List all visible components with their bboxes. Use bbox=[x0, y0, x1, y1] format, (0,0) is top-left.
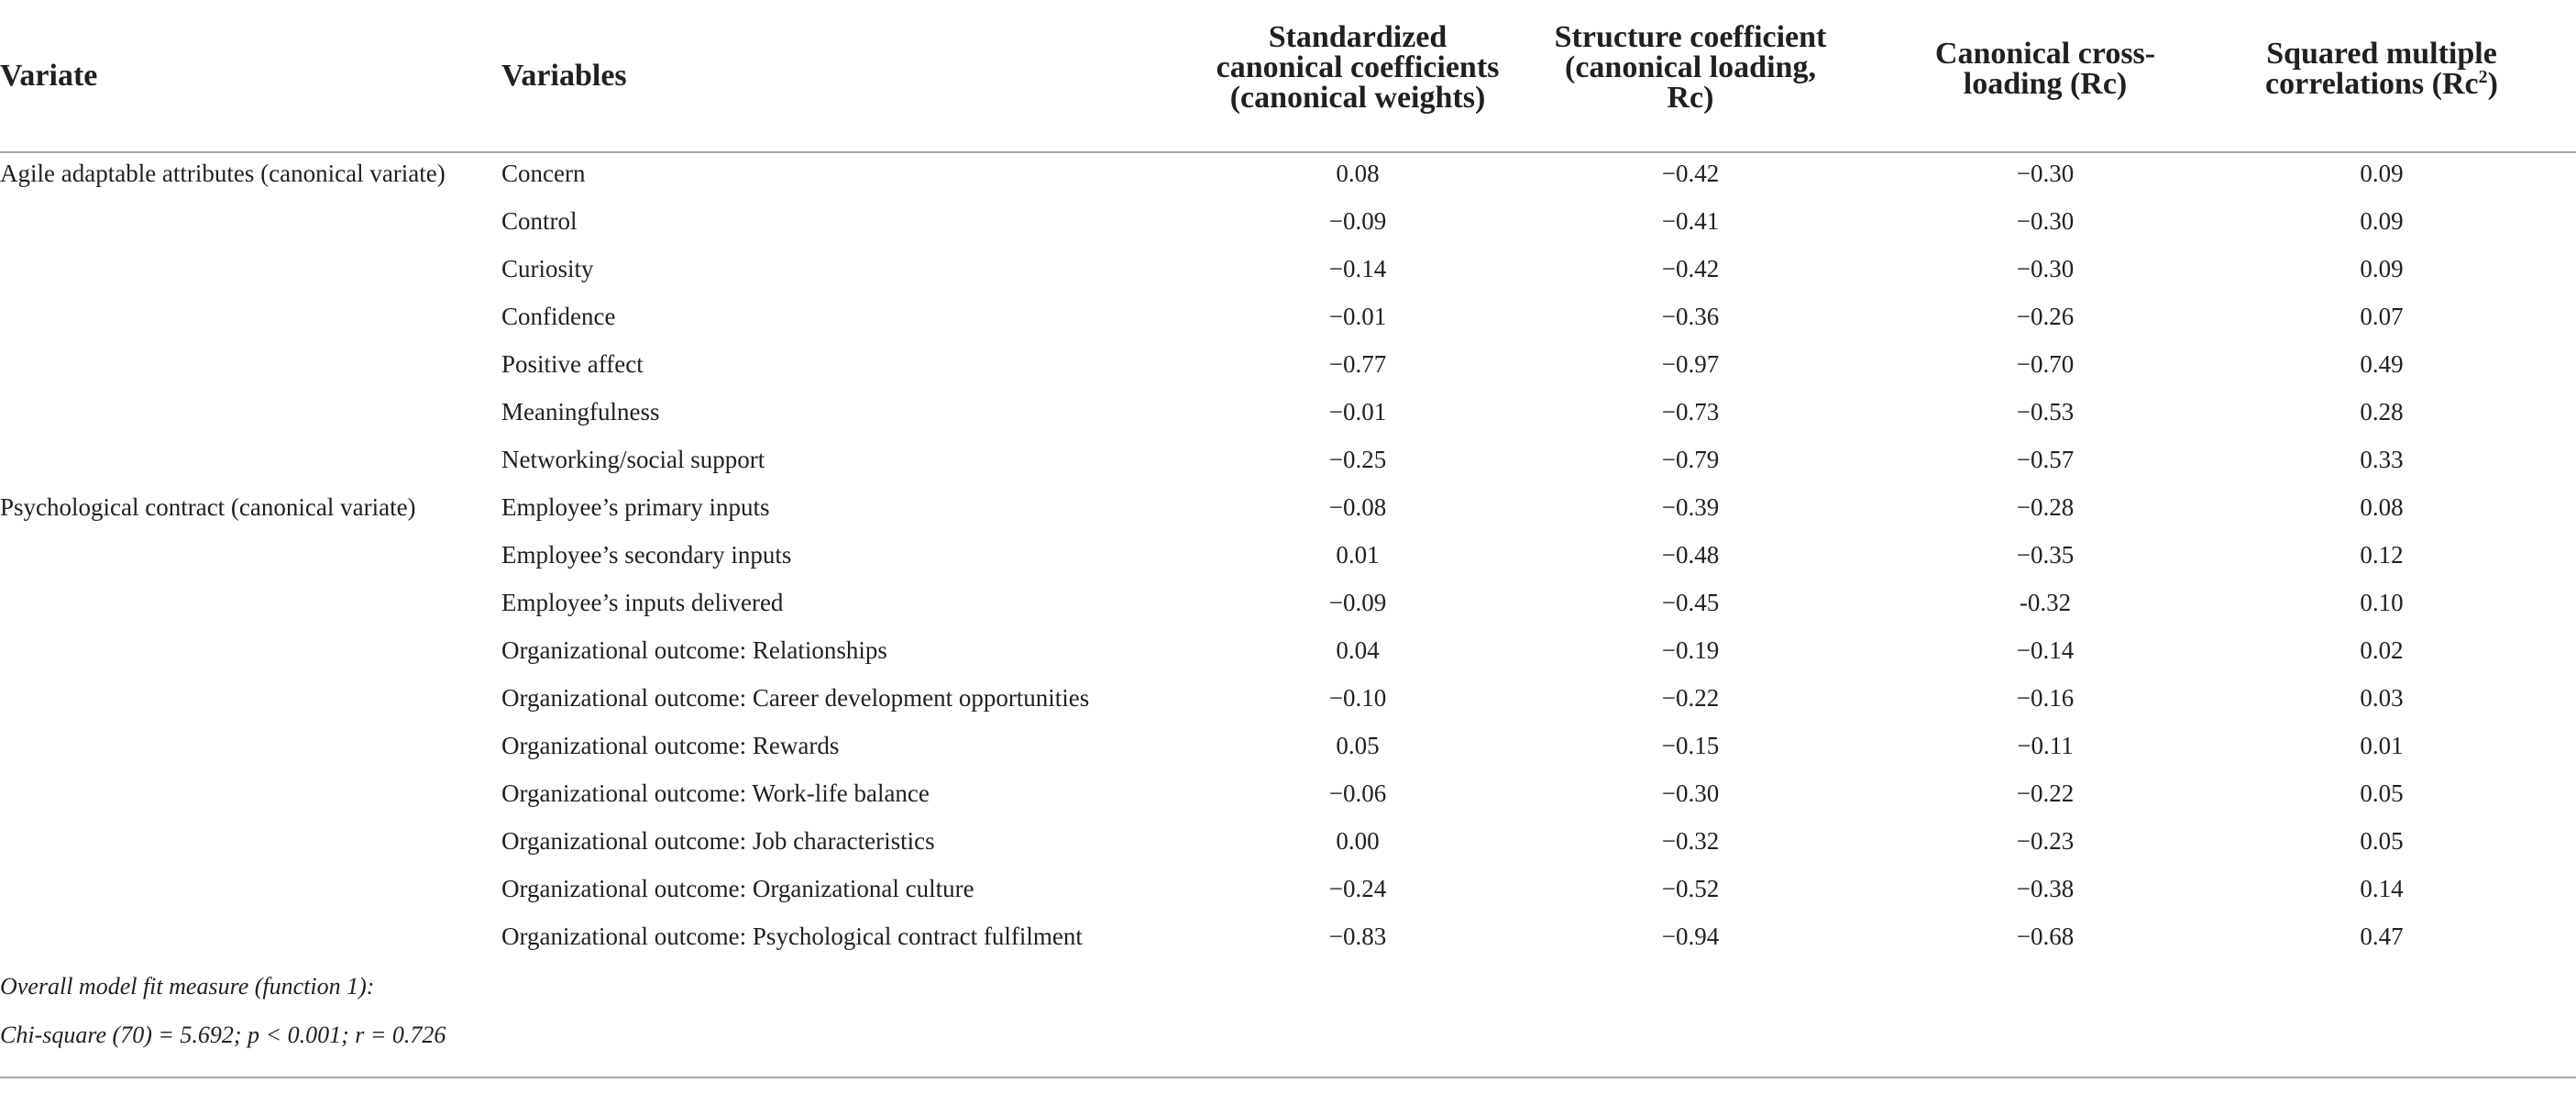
cell-variable: Organizational outcome: Organizational culture bbox=[501, 875, 974, 902]
cell-standardized: −0.25 bbox=[1328, 446, 1387, 473]
cell-structure: −0.19 bbox=[1661, 636, 1720, 664]
cell-variable: Employee’s primary inputs bbox=[501, 493, 770, 521]
cell-variable: Employee’s secondary inputs bbox=[501, 541, 792, 569]
cell-cross-loading: −0.68 bbox=[2016, 923, 2075, 950]
cell-variate: Agile adaptable attributes (canonical variate) bbox=[0, 160, 446, 187]
header-squared-superscript: 2 bbox=[2478, 67, 2488, 87]
table-row bbox=[0, 827, 2576, 875]
cell-squared: 0.33 bbox=[2360, 446, 2404, 473]
cell-standardized: 0.08 bbox=[1336, 160, 1380, 187]
cell-standardized: 0.00 bbox=[1336, 827, 1380, 855]
cell-cross-loading: −0.22 bbox=[2016, 779, 2075, 807]
cell-structure: −0.39 bbox=[1661, 493, 1720, 521]
cell-cross-loading: −0.70 bbox=[2016, 350, 2075, 378]
table-row bbox=[0, 207, 2576, 255]
cell-variable: Networking/social support bbox=[501, 446, 765, 473]
cell-structure: −0.42 bbox=[1661, 255, 1720, 282]
header-squared-text: correlations (Rc bbox=[2265, 67, 2479, 101]
cell-cross-loading: −0.28 bbox=[2016, 493, 2075, 521]
cell-variable: Organizational outcome: Relationships bbox=[501, 636, 887, 664]
cell-structure: −0.42 bbox=[1661, 160, 1720, 187]
cell-standardized: −0.24 bbox=[1328, 875, 1387, 902]
cell-structure: −0.45 bbox=[1661, 589, 1720, 616]
cell-standardized: −0.10 bbox=[1328, 684, 1387, 712]
table-row bbox=[0, 541, 2576, 589]
cell-cross-loading: −0.30 bbox=[2016, 160, 2075, 187]
table-row bbox=[0, 875, 2576, 923]
cell-structure: −0.32 bbox=[1661, 827, 1720, 855]
header-squared-line1: Squared multiple bbox=[2266, 37, 2497, 71]
cell-cross-loading: −0.35 bbox=[2016, 541, 2075, 569]
header-standardized-line3: (canonical weights) bbox=[1229, 81, 1486, 115]
cell-structure: −0.41 bbox=[1661, 207, 1720, 235]
cell-variable: Employee’s inputs delivered bbox=[501, 589, 784, 616]
cell-structure: −0.15 bbox=[1661, 732, 1720, 759]
cell-structure: −0.52 bbox=[1661, 875, 1720, 902]
cell-squared: 0.05 bbox=[2360, 827, 2404, 855]
cell-variable: Organizational outcome: Job characteristics bbox=[501, 827, 935, 855]
cell-structure: −0.36 bbox=[1661, 303, 1720, 330]
cell-squared: 0.12 bbox=[2360, 541, 2404, 569]
cell-squared: 0.08 bbox=[2360, 493, 2404, 521]
cell-squared: 0.02 bbox=[2360, 636, 2404, 664]
header-standardized-line2: canonical coefficients bbox=[1216, 50, 1500, 84]
cell-variable: Positive affect bbox=[501, 350, 644, 378]
cell-standardized: −0.77 bbox=[1328, 350, 1387, 378]
cell-standardized: −0.08 bbox=[1328, 493, 1387, 521]
header-cross-loading bbox=[1935, 39, 2155, 99]
cell-cross-loading: −0.26 bbox=[2016, 303, 2075, 330]
cell-cross-loading: −0.57 bbox=[2016, 446, 2075, 473]
cell-cross-loading: −0.14 bbox=[2016, 636, 2075, 664]
cell-structure: −0.73 bbox=[1661, 398, 1720, 425]
cell-structure: −0.79 bbox=[1661, 446, 1720, 473]
cell-structure: −0.97 bbox=[1661, 350, 1720, 378]
cell-variable: Organizational outcome: Work-life balance bbox=[501, 779, 930, 807]
table-row bbox=[0, 684, 2576, 732]
cell-standardized: −0.14 bbox=[1328, 255, 1387, 282]
cell-variable: Organizational outcome: Psychological contract fulfilment bbox=[501, 923, 1083, 950]
cell-structure: −0.22 bbox=[1661, 684, 1720, 712]
cell-standardized: 0.01 bbox=[1336, 541, 1380, 569]
table-row bbox=[0, 350, 2576, 398]
header-standardized-line1: Standardized bbox=[1268, 20, 1448, 54]
table-row bbox=[0, 303, 2576, 350]
cell-cross-loading: −0.53 bbox=[2016, 398, 2075, 425]
header-rule bbox=[0, 151, 2576, 153]
cell-standardized: −0.09 bbox=[1328, 207, 1387, 235]
cell-variable: Confidence bbox=[501, 303, 616, 330]
cell-squared: 0.49 bbox=[2360, 350, 2404, 378]
cell-variable: Organizational outcome: Rewards bbox=[501, 732, 840, 759]
cell-squared: 0.09 bbox=[2360, 160, 2404, 187]
cell-squared: 0.09 bbox=[2360, 255, 2404, 282]
cell-cross-loading: −0.30 bbox=[2016, 207, 2075, 235]
bottom-rule bbox=[0, 1077, 2576, 1078]
cell-cross-loading: −0.23 bbox=[2016, 827, 2075, 855]
table-row bbox=[0, 732, 2576, 779]
cell-variable: Meaningfulness bbox=[501, 398, 660, 425]
cell-structure: −0.94 bbox=[1661, 923, 1720, 950]
header-cross-line2: loading (Rc) bbox=[1963, 67, 2128, 101]
table-row bbox=[0, 589, 2576, 636]
footnote-model-fit: Overall model fit measure (function 1): bbox=[0, 973, 375, 1000]
cell-standardized: 0.04 bbox=[1336, 636, 1380, 664]
cell-cross-loading: -0.32 bbox=[2019, 589, 2072, 616]
header-structure-line1: Structure coefficient bbox=[1554, 20, 1827, 54]
cell-cross-loading: −0.16 bbox=[2016, 684, 2075, 712]
cell-standardized: 0.05 bbox=[1336, 732, 1380, 759]
cell-standardized: −0.06 bbox=[1328, 779, 1387, 807]
cell-variable: Concern bbox=[501, 160, 586, 187]
table-row bbox=[0, 923, 2576, 970]
cell-squared: 0.03 bbox=[2360, 684, 2404, 712]
cell-structure: −0.30 bbox=[1661, 779, 1720, 807]
header-squared-close: ) bbox=[2487, 67, 2498, 101]
table-row bbox=[0, 779, 2576, 827]
table-row bbox=[0, 636, 2576, 684]
table-row bbox=[0, 398, 2576, 446]
cell-squared: 0.07 bbox=[2360, 303, 2404, 330]
header-squared-line2 bbox=[2265, 69, 2498, 99]
cell-squared: 0.47 bbox=[2360, 923, 2404, 950]
cell-standardized: −0.01 bbox=[1328, 398, 1387, 425]
header-squared-correlations bbox=[2265, 39, 2498, 99]
header-structure-line2: (canonical loading, bbox=[1565, 50, 1816, 84]
table-row bbox=[0, 160, 2576, 207]
table-row bbox=[0, 493, 2576, 541]
table-row bbox=[0, 255, 2576, 303]
cell-squared: 0.10 bbox=[2360, 589, 2404, 616]
table-row bbox=[0, 446, 2576, 493]
cell-standardized: −0.09 bbox=[1328, 589, 1387, 616]
cell-squared: 0.09 bbox=[2360, 207, 2404, 235]
header-standardized-coefficients bbox=[1216, 22, 1500, 113]
header-variables: Variables bbox=[501, 59, 627, 93]
cell-squared: 0.14 bbox=[2360, 875, 2404, 902]
cell-variable: Curiosity bbox=[501, 255, 594, 282]
cell-cross-loading: −0.30 bbox=[2016, 255, 2075, 282]
header-variate: Variate bbox=[0, 59, 98, 93]
cell-structure: −0.48 bbox=[1661, 541, 1720, 569]
cell-cross-loading: −0.11 bbox=[2017, 732, 2074, 759]
header-structure-line3: Rc) bbox=[1667, 81, 1714, 115]
cell-squared: 0.01 bbox=[2360, 732, 2404, 759]
cell-cross-loading: −0.38 bbox=[2016, 875, 2075, 902]
header-structure-coefficient bbox=[1555, 22, 1827, 113]
cell-squared: 0.28 bbox=[2360, 398, 2404, 425]
cell-standardized: −0.83 bbox=[1328, 923, 1387, 950]
header-cross-line1: Canonical cross- bbox=[1934, 37, 2156, 71]
footnote-chi-square: Chi-square (70) = 5.692; p < 0.001; r = 0.726 bbox=[0, 1022, 446, 1048]
cell-variate: Psychological contract (canonical variate) bbox=[0, 493, 416, 521]
cell-variable: Organizational outcome: Career development opportunities bbox=[501, 684, 1090, 712]
cell-standardized: −0.01 bbox=[1328, 303, 1387, 330]
cell-squared: 0.05 bbox=[2360, 779, 2404, 807]
cell-variable: Control bbox=[501, 207, 578, 235]
